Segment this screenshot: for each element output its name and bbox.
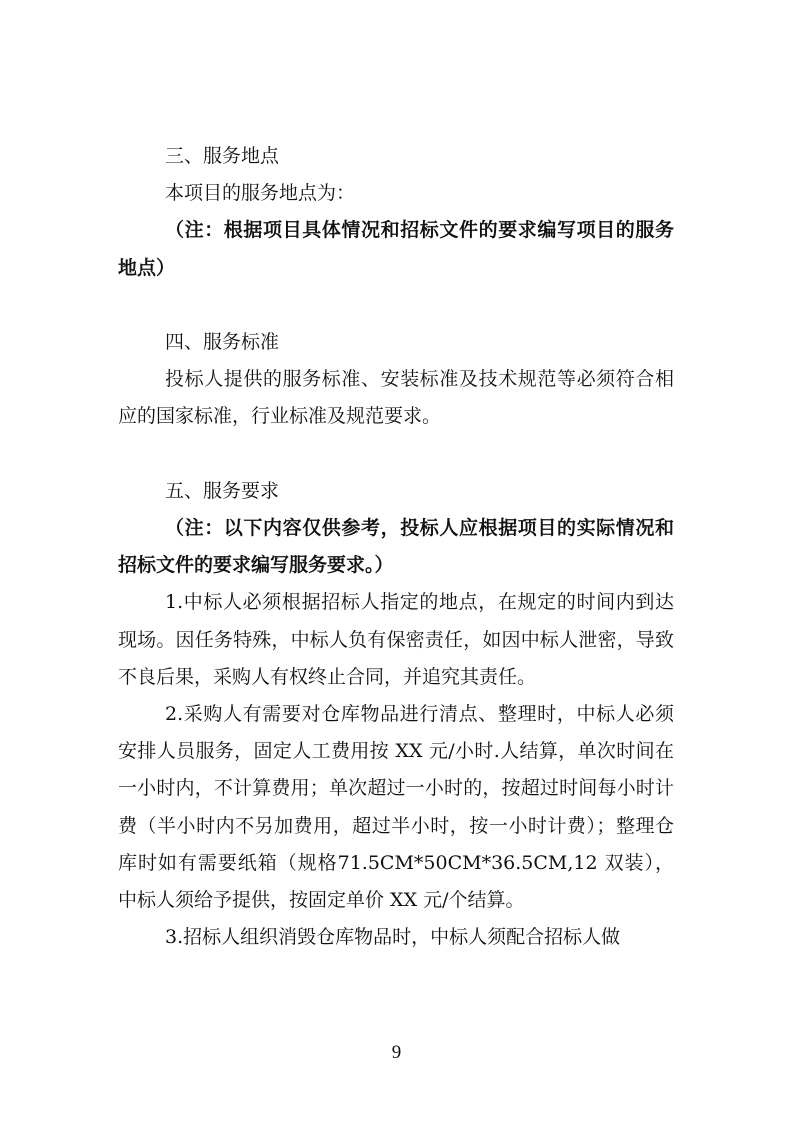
requirement-item-2: 2.采购人有需要对仓库物品进行清点、整理时，中标人必须安排人员服务，固定人工费用按 XX 元/小时.人结算，单次时间在一小时内，不计算费用；单次超过一小时的，按超过时间每小时计费（半小时内不另加费用，超过半小时，按一小时计费）；整理仓库时如有需要纸箱（规格71.5CM*50CM*36.5CM,12 双装），中标人须给予提供，按固定单价 XX 元/个结算。 (118, 703, 674, 912)
section-heading-service-location: 三、服务地点 (165, 145, 280, 167)
note-service-requirements: （注：以下内容仅供参考，投标人应根据项目的实际情况和招标文件的要求编写服务要求。） (118, 517, 674, 577)
section-heading-service-standard: 四、服务标准 (165, 331, 280, 353)
page-content (118, 138, 674, 956)
note-service-location: （注：根据项目具体情况和招标文件的要求编写项目的服务地点） (118, 219, 674, 279)
section-heading-service-requirements: 五、服务要求 (165, 479, 280, 502)
blank-line (118, 287, 674, 324)
requirement-item-1: 1.中标人必须根据招标人指定的地点，在规定的时间内到达现场。因任务特殊，中标人负有保密责任，如因中标人泄密，导致不良后果，采购人有权终止合同，并追究其责任。 (118, 591, 674, 688)
paragraph-service-location: 本项目的服务地点为： (165, 182, 356, 205)
blank-line (118, 436, 674, 473)
paragraph-service-standard: 投标人提供的服务标准、安装标准及技术规范等必须符合相应的国家标准，行业标准及规范要求。 (118, 368, 674, 428)
page-number: 9 (391, 1042, 402, 1063)
requirement-item-3: 3.招标人组织消毁仓库物品时，中标人须配合招标人做 (165, 926, 621, 949)
